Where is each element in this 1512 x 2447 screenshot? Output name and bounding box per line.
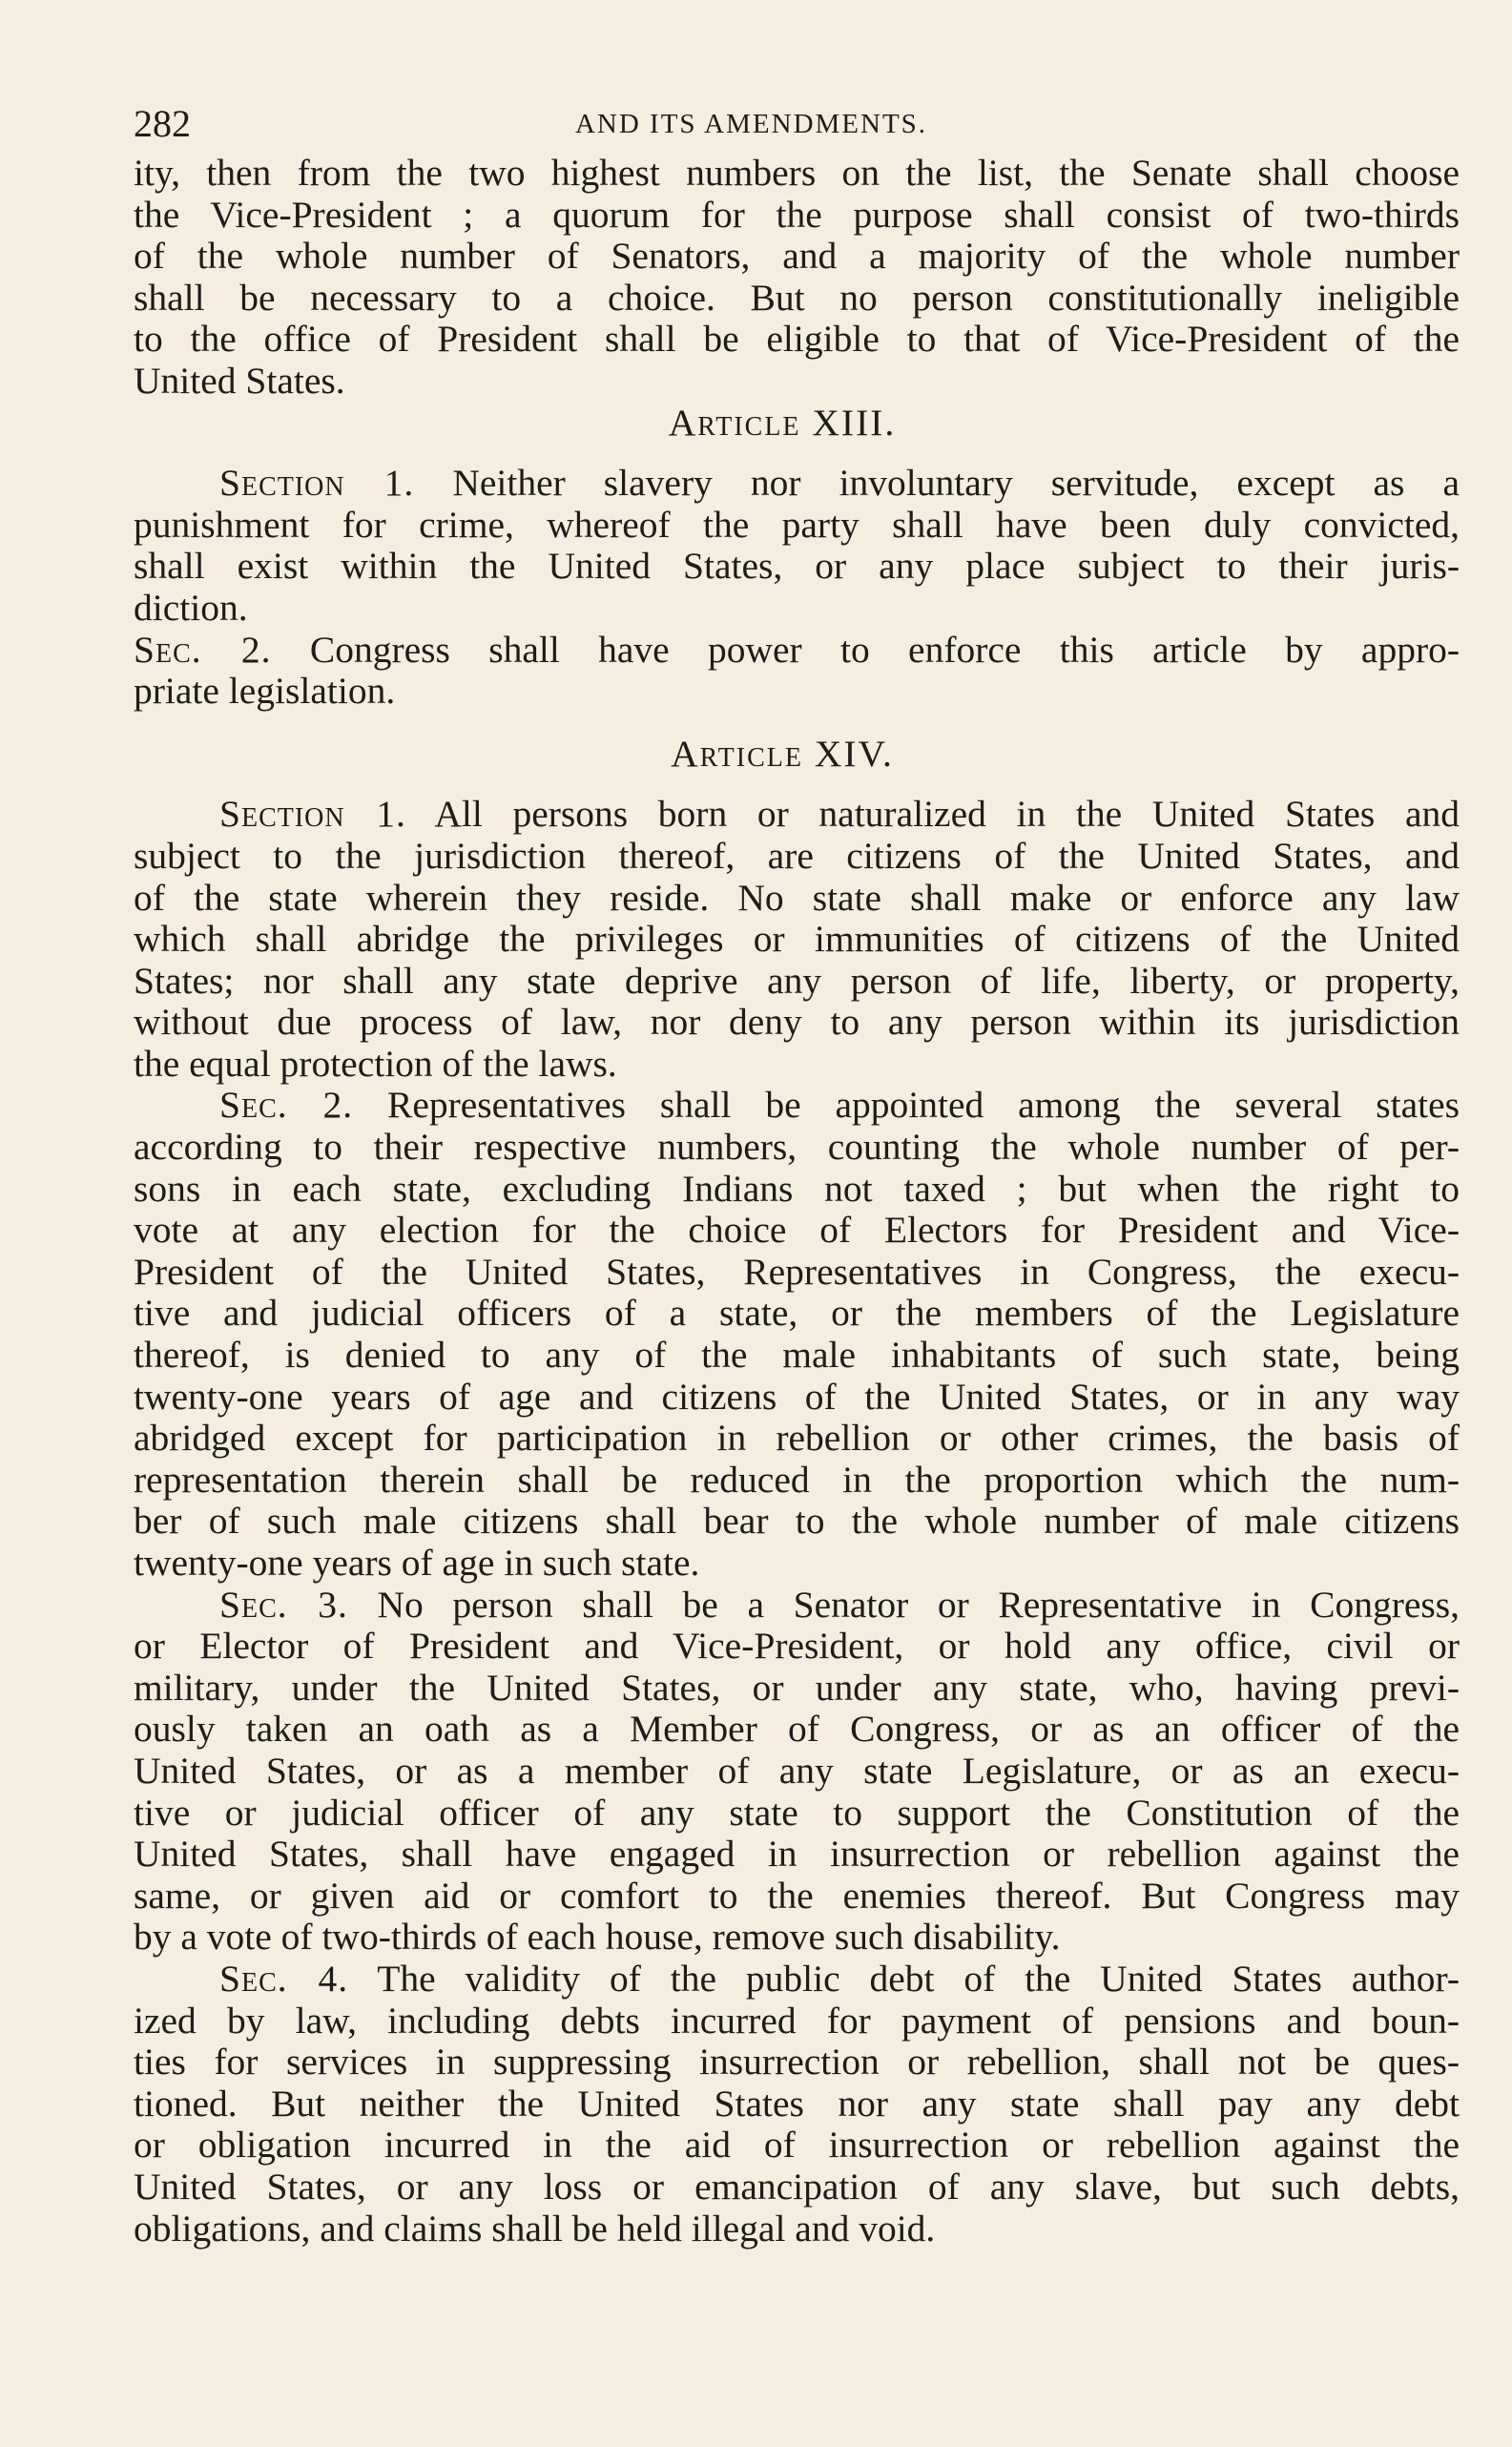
text-line xyxy=(134,1959,1460,2001)
text-line xyxy=(134,630,1460,672)
text-line: States; nor shall any state deprive any person of life, liberty, or property, xyxy=(134,960,1460,1002)
text-line: ously taken an oath as a Member of Congress, or as an officer of the xyxy=(134,1709,1460,1751)
text-line: obligations, and claims shall be held illegal and void. xyxy=(134,2208,936,2250)
line-text: Representatives shall be appointed among the several states xyxy=(386,1085,1460,1127)
text-line: representation therein shall be reduced in the proportion which the num- xyxy=(134,1459,1460,1501)
text-line: without due process of law, nor deny to any person within its jurisdiction xyxy=(134,1002,1460,1044)
text-line xyxy=(134,1085,1460,1127)
text-line: diction. xyxy=(134,587,248,629)
text-line: sons in each state, excluding Indians not taxed ; but when the right to xyxy=(134,1168,1460,1210)
article-xiv-section-4 xyxy=(134,1959,1460,2250)
text-line: twenty-one years of age and citizens of the United States, or in any way xyxy=(134,1376,1460,1418)
article-xiv-heading: Article XIV. xyxy=(671,732,894,775)
section-label: Sec. 2. xyxy=(219,1085,354,1127)
text-line: shall be necessary to a choice. But no person constitutionally ineligible xyxy=(134,277,1460,319)
text-line xyxy=(134,463,1460,505)
section-label: Sec. 3. xyxy=(219,1584,348,1626)
section-label: Sec. 4. xyxy=(219,1958,349,2000)
text-line: which shall abridge the privileges or immunities of citizens of the United xyxy=(134,919,1460,961)
text-line: subject to the jurisdiction thereof, are citizens of the United States, and xyxy=(134,835,1460,877)
text-line: ized by law, including debts incurred for payment of pensions and boun- xyxy=(134,2000,1460,2042)
article-xiii-heading: Article XIII. xyxy=(668,401,897,444)
text-line: priate legislation. xyxy=(134,671,396,713)
text-line: the Vice-President ; a quorum for the purpose shall consist of two-thirds xyxy=(134,194,1460,236)
text-line: shall exist within the United States, or any place subject to their juris- xyxy=(134,546,1460,588)
article-xiii-section-2 xyxy=(134,630,1460,713)
line-text: The validity of the public debt of the United States author- xyxy=(377,1958,1460,2000)
line-text: All persons born or naturalized in the United States and xyxy=(434,794,1460,836)
text-line: ity, then from the two highest numbers on the list, the Senate shall choose xyxy=(134,153,1460,194)
continuation-paragraph xyxy=(134,153,1460,403)
text-line: abridged except for participation in rebellion or other crimes, the basis of xyxy=(134,1418,1460,1460)
running-head xyxy=(134,95,1455,153)
text-line: tioned. But neither the United States nor any state shall pay any debt xyxy=(134,2083,1460,2125)
line-text: No person shall be a Senator or Representative in Congress, xyxy=(377,1584,1460,1626)
text-line: twenty-one years of age in such state. xyxy=(134,1543,700,1584)
text-line: United States, shall have engaged in insurrection or rebellion against the xyxy=(134,1834,1460,1876)
text-line: ber of such male citizens shall bear to the whole number of male citizens xyxy=(134,1501,1460,1543)
section-label: Sec. 2. xyxy=(134,629,272,671)
text-line: by a vote of two-thirds of each house, remove such disability. xyxy=(134,1917,1061,1959)
text-line: the equal protection of the laws. xyxy=(134,1043,617,1085)
article-xiv-section-3 xyxy=(134,1585,1460,1959)
text-line xyxy=(134,794,1460,836)
text-line: ties for services in suppressing insurrection or rebellion, shall not be ques- xyxy=(134,2042,1460,2084)
text-line: tive or judicial officer of any state to support the Constitution of the xyxy=(134,1792,1460,1834)
article-xiii-section-1 xyxy=(134,463,1460,629)
text-line: according to their respective numbers, counting the whole number of per- xyxy=(134,1127,1460,1169)
text-line: United States, or any loss or emancipation of any slave, but such debts, xyxy=(134,2166,1460,2208)
text-line: vote at any election for the choice of Electors for President and Vice- xyxy=(134,1210,1460,1252)
text-line xyxy=(134,1585,1460,1627)
text-line: United States, or as a member of any state Legislature, or as an execu- xyxy=(134,1750,1460,1792)
line-text: Congress shall have power to enforce this article by appro- xyxy=(309,629,1460,671)
text-line: of the state wherein they reside. No state shall make or enforce any law xyxy=(134,877,1460,919)
text-line: military, under the United States, or under any state, who, having previ- xyxy=(134,1667,1460,1709)
running-title: AND ITS AMENDMENTS. xyxy=(574,109,928,139)
section-label: Section 1. xyxy=(219,463,415,505)
text-line: punishment for crime, whereof the party shall have been duly convicted, xyxy=(134,504,1460,546)
text-line: of the whole number of Senators, and a majority of the whole number xyxy=(134,236,1460,278)
article-xiv-section-1 xyxy=(134,794,1460,1085)
text-line: United States. xyxy=(134,360,345,402)
text-line: or Elector of President and Vice-President, or hold any office, civil or xyxy=(134,1626,1460,1668)
text-line: same, or given aid or comfort to the enemies thereof. But Congress may xyxy=(134,1875,1460,1917)
text-line: or obligation incurred in the aid of insurrection or rebellion against the xyxy=(134,2125,1460,2167)
article-xiv-section-2 xyxy=(134,1085,1460,1584)
page-number: 282 xyxy=(134,102,191,145)
section-label: Section 1. xyxy=(219,794,406,836)
line-text: Neither slavery nor involuntary servitude, except as a xyxy=(452,463,1460,505)
page-body xyxy=(134,153,1460,2250)
text-line: to the office of President shall be eligible to that of Vice-President of the xyxy=(134,319,1460,361)
text-line: tive and judicial officers of a state, or the members of the Legislature xyxy=(134,1293,1460,1335)
text-line: thereof, is denied to any of the male inhabitants of such state, being xyxy=(134,1335,1460,1377)
text-line: President of the United States, Representatives in Congress, the execu- xyxy=(134,1251,1460,1293)
